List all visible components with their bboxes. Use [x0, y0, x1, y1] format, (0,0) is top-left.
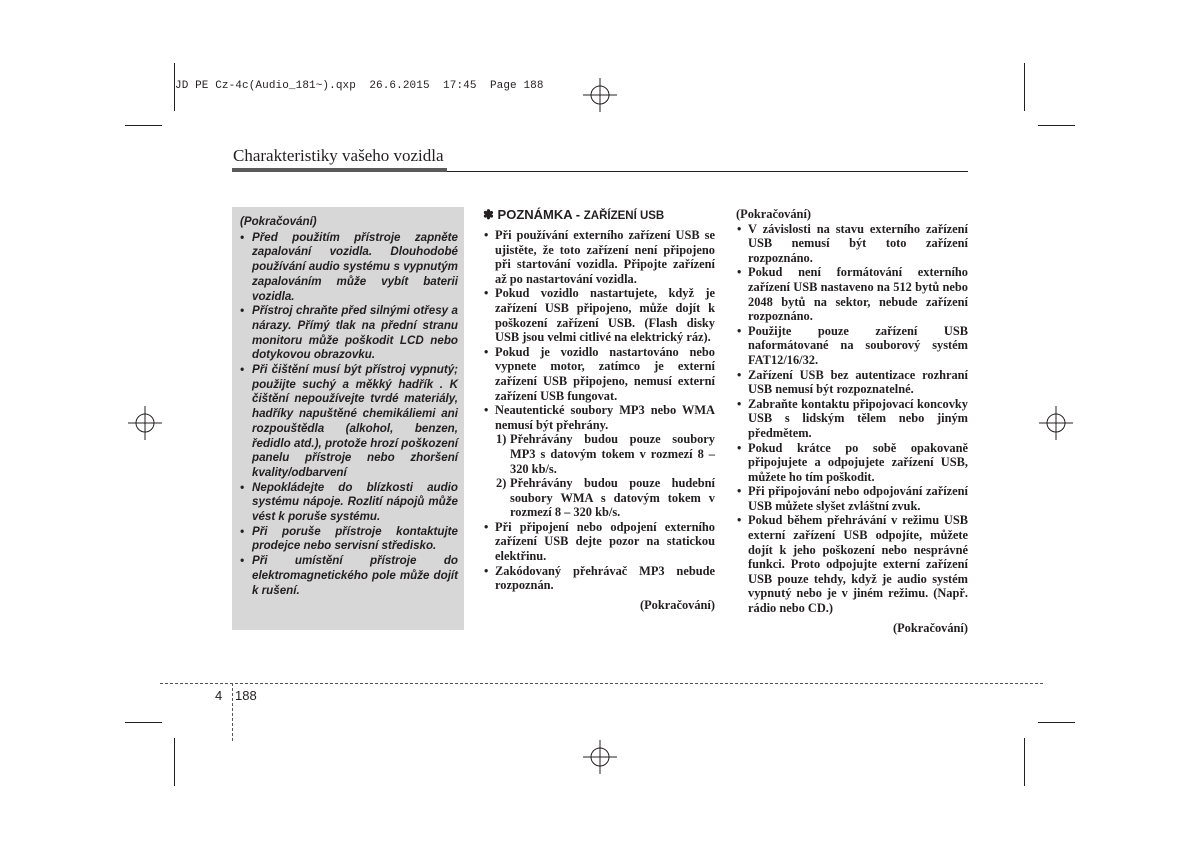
continued-label: (Pokračování)	[639, 597, 715, 612]
chapter-number: 4	[215, 688, 223, 703]
subitem-text: Přehrávány budou pouze hudební soubory WMA s datovým tokem v rozmezí 8 – 320 kb/s.	[510, 476, 715, 520]
note-title-main: POZNÁMKA -	[497, 207, 581, 222]
list-item: • Použijte pouze zařízení USB naformátované na souborový systém FAT12/16/32.	[736, 324, 968, 368]
note-heading	[483, 206, 715, 225]
list-item: • Pokud krátce po sobě opakovaně připojujete a odpojujete zařízení USB, můžete ho tím poškodit.	[736, 441, 968, 485]
header-rule	[447, 171, 968, 172]
crop-mark	[174, 738, 175, 786]
list-item: • Pokud vozidlo nastartujete, když je zařízení USB připojeno, může dojít k poškození zařízení USB. (Flash disky USB jsou velmi citlivé na elektrický ráz).	[483, 286, 715, 344]
list-item: • Pokud není formátování externího zařízení USB nastaveno na 512 bytů nebo 2048 bytů na sektor, nebude zařízení rozpoznáno.	[736, 265, 968, 323]
continued-label: (Pokračování)	[240, 215, 317, 228]
note-title-sub: ZAŘÍZENÍ USB	[583, 210, 665, 222]
list-item: • Při připojení nebo odpojení externího zařízení USB dejte pozor na statickou elektřinu.	[483, 520, 715, 564]
list-item: • Při čištění musí být přístroj vypnutý; použijte suchý a měkký hadřík . K čištění nepoužívejte tvrdé materiály, hadříky napuštěné chemikáliemi ani rozpouštědla (alkohol, benzen, ředidlo atd.), protože hrozí poškození panelu přístroje nebo zhoršení kvality/odbarvení	[240, 363, 458, 481]
continued-label: (Pokračování)	[892, 620, 968, 635]
caution-list	[240, 231, 458, 599]
registration-mark-icon	[583, 78, 617, 112]
list-item: • V závislosti na stavu externího zařízení USB nemusí být toto zařízení rozpoznáno.	[736, 222, 968, 266]
crop-mark	[1038, 125, 1075, 126]
list-item: • Při připojování nebo odpojování zařízení USB můžete slyšet zvláštní zvuk.	[736, 484, 968, 513]
registration-mark-icon	[583, 740, 617, 774]
list-item: • Zabraňte kontaktu připojovací koncovky USB s lidským tělem nebo jiným předmětem.	[736, 397, 968, 441]
crop-mark	[174, 63, 175, 111]
section-header-title: Charakteristiky vašeho vozidla	[233, 146, 444, 165]
crop-mark	[1024, 63, 1025, 111]
list-item: • Neautentické soubory MP3 nebo WMA nemusí být přehrány.	[483, 403, 715, 432]
crop-mark	[125, 125, 162, 126]
list-item: • Pokud během přehrávání v režimu USB externí zařízení USB odpojíte, můžete dojít k jeho poškození nebo nesprávné funkci. Proto odpojujte externí zařízení USB pouze tehdy, když je audio systém vypnutý nebo je v jiném režimu. (Např. rádio nebo CD.)	[736, 513, 968, 615]
list-item: • Při poruše přístroje kontaktujte prodejce nebo servisní středisko.	[240, 525, 458, 554]
right-column	[736, 207, 968, 635]
subitem-number: 1)	[496, 432, 507, 447]
page-number-value: 188	[235, 688, 257, 703]
list-item: • Při používání externího zařízení USB se ujistěte, že toto zařízení není připojeno při startování vozidla. Připojte zařízení až po nastartování vozidla.	[483, 228, 715, 286]
list-item: • Nepokládejte do blízkosti audio systému nápoje. Rozlití nápojů může vést k poruše systému.	[240, 481, 458, 525]
subitem-number: 2)	[496, 476, 507, 491]
crop-mark	[1024, 738, 1025, 786]
list-item: • Při umístění přístroje do elektromagnetického pole může dojít k rušení.	[240, 554, 458, 598]
note-symbol-icon: ✽	[483, 207, 494, 222]
crop-mark	[1038, 722, 1075, 723]
registration-mark-icon	[1039, 406, 1073, 440]
subitem-text: Přehrávány budou pouze soubory MP3 s datovým tokem v rozmezí 8 – 320 kb/s.	[510, 432, 715, 476]
caution-box	[232, 207, 464, 630]
continued-label: (Pokračování)	[736, 207, 812, 221]
registration-mark-icon	[128, 406, 162, 440]
crop-mark	[125, 722, 162, 723]
caution-box-content	[240, 215, 458, 598]
page-number	[215, 688, 257, 703]
usb-note-list-continued	[483, 520, 715, 593]
list-item: • Pokud je vozidlo nastartováno nebo vypnete motor, zatímco je externí zařízení USB připojeno, nemusí externí zařízení USB fungovat.	[483, 345, 715, 403]
list-item: • Zakódovaný přehrávač MP3 nebude rozpoznán.	[483, 564, 715, 593]
list-item: • Zařízení USB bez autentizace rozhraní USB nemusí být rozpoznatelné.	[736, 368, 968, 397]
middle-column	[483, 206, 715, 612]
footer-rule	[160, 683, 1043, 684]
numbered-subitem	[483, 476, 715, 520]
numbered-subitem	[483, 432, 715, 476]
usb-note-list	[736, 222, 968, 616]
list-item: • Přístroj chraňte před silnými otřesy a nárazy. Přímý tlak na přední stranu monitoru může poškodit LCD nebo dotykovou obrazovku.	[240, 304, 458, 363]
list-item: • Před použitím přístroje zapněte zapalování vozidla. Dlouhodobé používání audio systému s vypnutým zapalováním může vybít baterii vozidla.	[240, 231, 458, 305]
print-slug-line: JD PE Cz-4c(Audio_181~).qxp 26.6.2015 17:45 Page 188	[175, 80, 544, 92]
header-rule	[232, 168, 447, 172]
usb-note-list	[483, 228, 715, 432]
